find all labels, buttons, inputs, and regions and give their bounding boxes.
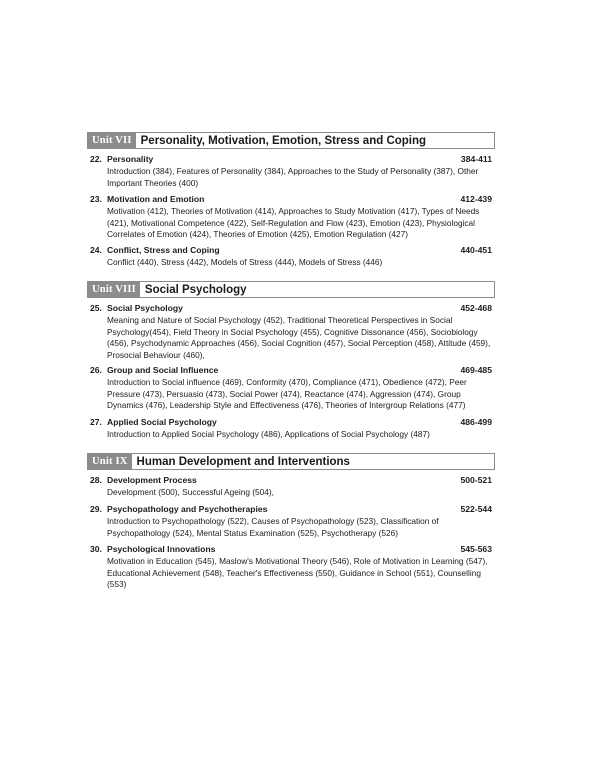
chapter-number: 28. (90, 475, 102, 485)
chapter-entry (90, 365, 492, 412)
chapter-topics: Motivation (412), Theories of Motivation (414), Approaches to Study Motivation (417), Types of Needs (421), Motivational Competence (422), Self-Regulation and Flow (423), Emotion (423), Physiological Correlates of Emotion (424), Theories of Emotion (425), Emotion Regulation (427) (107, 206, 480, 240)
chapter-title: Motivation and Emotion (107, 194, 205, 204)
chapter-heading (90, 245, 492, 256)
chapter-entry (90, 194, 492, 241)
chapter-entry (90, 303, 492, 361)
chapter-entry (90, 245, 492, 269)
chapter-heading (90, 194, 492, 205)
chapter-title: Conflict, Stress and Coping (107, 245, 220, 255)
chapter-topics: Conflict (440), Stress (442), Models of Stress (444), Models of Stress (446) (107, 257, 383, 267)
chapter-number: 24. (90, 245, 102, 255)
chapter-heading (90, 154, 492, 165)
unit-tag: Unit VIII (88, 282, 140, 297)
chapter-title: Group and Social Influence (107, 365, 219, 375)
chapter-entry (90, 544, 492, 591)
chapter-number: 26. (90, 365, 102, 375)
chapter-heading (90, 303, 492, 314)
chapter-heading (90, 544, 492, 555)
unit-title: Personality, Motivation, Emotion, Stress and Coping (140, 134, 427, 147)
chapter-pages: 522-544 (460, 504, 492, 514)
chapter-topics: Meaning and Nature of Social Psychology (452), Traditional Theoretical Perspectives in Social Psychology(454), Field Theory in Social Psychology (455), Cognitive Dissonance (456), Sociobiology (456), Psychodynamic Approaches (456), Social Cognition (457), Social Perception (458), Attitude (459), Prosocial Behaviour (460), (107, 315, 491, 360)
chapter-number: 30. (90, 544, 102, 554)
chapter-heading (90, 504, 492, 515)
chapter-entry (90, 475, 492, 499)
chapter-number: 22. (90, 154, 102, 164)
unit-header (87, 132, 495, 149)
chapter-title: Development Process (107, 475, 197, 485)
chapter-topics: Introduction (384), Features of Personality (384), Approaches to the Study of Personality (387), Other Important Theories (400) (107, 166, 479, 188)
chapter-pages: 500-521 (460, 475, 492, 485)
chapter-title: Personality (107, 154, 154, 164)
chapter-number: 27. (90, 417, 102, 427)
chapter-pages: 452-468 (460, 303, 492, 313)
chapter-number: 29. (90, 504, 102, 514)
chapter-pages: 440-451 (460, 245, 492, 255)
chapter-topics: Introduction to Social influence (469), Conformity (470), Compliance (471), Obedience (472), Peer Pressure (473), Persuasio (473), Social Power (474), Reactance (474), Aggression (474), Group Dynamics (476), Leadership Style and Effectiveness (476), Theories of Intergroup Relations (477) (107, 377, 467, 411)
unit-tag: Unit IX (88, 454, 132, 469)
chapter-topics: Development (500), Successful Ageing (504), (107, 487, 274, 497)
chapter-pages: 384-411 (460, 154, 492, 164)
unit-title: Human Development and Interventions (136, 455, 350, 468)
chapter-pages: 545-563 (460, 544, 492, 554)
unit-header (87, 281, 495, 298)
chapter-entry (90, 154, 492, 189)
unit-title: Social Psychology (144, 283, 247, 296)
unit-header (87, 453, 495, 470)
chapter-topics: Introduction to Psychopathology (522), Causes of Psychopathology (523), Classification of Psychopathology (524), Mental Status Examination (525), Psychotherapy (526) (107, 516, 439, 538)
chapter-number: 23. (90, 194, 102, 204)
chapter-number: 25. (90, 303, 102, 313)
chapter-entry (90, 417, 492, 441)
chapter-topics: Introduction to Applied Social Psychology (486), Applications of Social Psychology (487) (107, 429, 430, 439)
chapter-heading (90, 417, 492, 428)
unit-tag: Unit VII (88, 133, 136, 148)
chapter-title: Psychological Innovations (107, 544, 216, 554)
chapter-title: Psychopathology and Psychotherapies (107, 504, 268, 514)
chapter-heading (90, 365, 492, 376)
chapter-topics: Motivation in Education (545), Maslow's Motivational Theory (546), Role of Motivation in Learning (547), Educational Achievement (548), Teacher's Effectiveness (550), Guidance in School (551), Counselling (553) (107, 556, 488, 590)
chapter-title: Social Psychology (107, 303, 183, 313)
chapter-pages: 486-499 (460, 417, 492, 427)
chapter-pages: 469-485 (460, 365, 492, 375)
chapter-title: Applied Social Psychology (107, 417, 217, 427)
chapter-entry (90, 504, 492, 539)
chapter-pages: 412-439 (460, 194, 492, 204)
chapter-heading (90, 475, 492, 486)
